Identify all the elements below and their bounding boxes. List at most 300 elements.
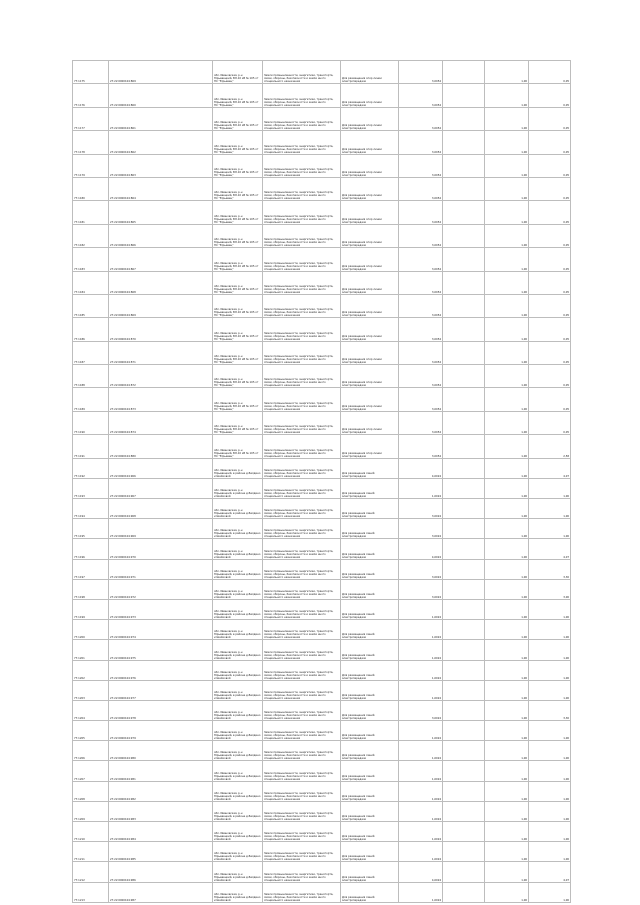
value-1-cell: 1,00 xyxy=(485,700,529,720)
area-cell: 3,0054 xyxy=(399,411,443,434)
cadastral-number-cell: 27:22:0000104:861 xyxy=(109,107,213,130)
land-category-cell: Земли промышленности, энергетики, транспорта, связи, обороны, безопасности и земли иного специального назначения xyxy=(263,559,341,579)
table-row xyxy=(73,882,571,902)
value-1-cell: 1,00 xyxy=(485,271,529,294)
permitted-use-cell: Для размещения опор линии электропередачи xyxy=(341,271,399,294)
area-cell: 1,0024 xyxy=(399,721,443,741)
land-category-cell: Земли промышленности, энергетики, транспорта, связи, обороны, безопасности и земли иного специального назначения xyxy=(263,640,341,660)
address-cell: обл. Ивановская, р-н Юрьевецкий, ВЛ-10 кВ № 105 от ПС "Юрьевец" xyxy=(213,201,263,224)
permitted-use-cell: Для размещения опор линии электропередачи xyxy=(341,365,399,388)
value-1-cell: 1,00 xyxy=(485,660,529,680)
address-cell: обл. Ивановская, р-н Юрьевецкий, в районе д.Балдино и Шейковой xyxy=(213,721,263,741)
permitted-use-cell: Для размещения опор линии электропередачи xyxy=(341,294,399,317)
address-cell: обл. Ивановская, р-н Юрьевецкий, ВЛ-10 кВ № 105 от ПС "Юрьевец" xyxy=(213,388,263,411)
empty-cell xyxy=(443,365,485,388)
empty-cell xyxy=(443,499,485,519)
value-2-cell: 0,05 xyxy=(529,365,571,388)
row-number-cell: 77:1193 xyxy=(73,478,109,498)
table-row xyxy=(73,559,571,579)
permitted-use-cell: Для размещения линий электропередачи xyxy=(341,700,399,720)
area-cell: 1,0024 xyxy=(399,822,443,842)
empty-cell xyxy=(443,741,485,761)
cadastral-number-cell: 27:22:0000104:976 xyxy=(109,660,213,680)
address-cell: обл. Ивановская, р-н Юрьевецкий, в районе д.Балдино и Шейковой xyxy=(213,842,263,862)
permitted-use-cell: Для размещения линий электропередачи xyxy=(341,761,399,781)
empty-cell xyxy=(443,620,485,640)
cadastral-number-cell: 27:22:0000104:862 xyxy=(109,131,213,154)
table-row xyxy=(73,224,571,247)
value-1-cell: 1,00 xyxy=(485,107,529,130)
cadastral-number-cell: 27:22:0000104:970 xyxy=(109,539,213,559)
table-row xyxy=(73,660,571,680)
land-category-cell: Земли промышленности, энергетики, транспорта, связи, обороны, безопасности и земли иного специального назначения xyxy=(263,862,341,882)
address-cell: обл. Ивановская, р-н Юрьевецкий, ВЛ-10 кВ № 105 от ПС "Юрьевец" xyxy=(213,318,263,341)
permitted-use-cell: Для размещения опор линии электропередачи xyxy=(341,224,399,247)
cadastral-number-cell: 27:22:0000104:872 xyxy=(109,365,213,388)
row-number-cell: 77:1200 xyxy=(73,620,109,640)
address-cell: обл. Ивановская, р-н Юрьевецкий, в районе д.Балдино и Шейковой xyxy=(213,478,263,498)
address-cell: обл. Ивановская, р-н Юрьевецкий, в районе д.Балдино и Шейковой xyxy=(213,620,263,640)
land-category-cell: Земли промышленности, энергетики, транспорта, связи, обороны, безопасности и земли иного специального назначения xyxy=(263,620,341,640)
value-1-cell: 1,00 xyxy=(485,862,529,882)
register-rows xyxy=(73,61,571,903)
row-number-cell: 77:1198 xyxy=(73,579,109,599)
value-1-cell: 1,00 xyxy=(485,499,529,519)
area-cell: 4,0024 xyxy=(399,862,443,882)
cadastral-number-cell: 27:22:0000104:880 xyxy=(109,435,213,458)
row-number-cell: 77:1184 xyxy=(73,271,109,294)
address-cell: обл. Ивановская, р-н Юрьевецкий, ВЛ-10 кВ № 105 от ПС "Юрьевец" xyxy=(213,365,263,388)
value-2-cell: 1,00 xyxy=(529,499,571,519)
table-row xyxy=(73,680,571,700)
row-number-cell: 77:1209 xyxy=(73,801,109,821)
value-2-cell: 4,07 xyxy=(529,458,571,478)
table-row xyxy=(73,822,571,842)
permitted-use-cell: Для размещения линий электропередачи xyxy=(341,579,399,599)
area-cell: 1,0024 xyxy=(399,741,443,761)
land-category-cell: Земли промышленности, энергетики, транспорта, связи, обороны, безопасности и земли иного специального назначения xyxy=(263,271,341,294)
row-number-cell: 77:1183 xyxy=(73,248,109,271)
land-category-cell: Земли промышленности, энергетики, транспорта, связи, обороны, безопасности и земли иного специального назначения xyxy=(263,882,341,902)
value-2-cell: 0,05 xyxy=(529,154,571,177)
value-1-cell: 1,00 xyxy=(485,61,529,84)
area-cell: 3,0054 xyxy=(399,177,443,200)
table-row xyxy=(73,842,571,862)
land-category-cell: Земли промышленности, энергетики, транспорта, связи, обороны, безопасности и земли иного специального назначения xyxy=(263,224,341,247)
address-cell: обл. Ивановская, р-н Юрьевецкий, ВЛ-10 кВ № 105 от ПС "Юрьевец" xyxy=(213,435,263,458)
permitted-use-cell: Для размещения опор линии электропередачи xyxy=(341,248,399,271)
permitted-use-cell: Для размещения линий электропередачи xyxy=(341,478,399,498)
address-cell: обл. Ивановская, р-н Юрьевецкий, в районе д.Балдино и Шейковой xyxy=(213,640,263,660)
table-row xyxy=(73,721,571,741)
cadastral-number-cell: 27:22:0000104:869 xyxy=(109,61,213,84)
address-cell: обл. Ивановская, р-н Юрьевецкий, в районе д.Балдино и Шейковой xyxy=(213,700,263,720)
empty-cell xyxy=(443,721,485,741)
row-number-cell: 77:1213 xyxy=(73,882,109,902)
row-number-cell: 77:1212 xyxy=(73,862,109,882)
row-number-cell: 77:1204 xyxy=(73,700,109,720)
value-1-cell: 1,00 xyxy=(485,365,529,388)
row-number-cell: 77:1187 xyxy=(73,341,109,364)
land-category-cell: Земли промышленности, энергетики, транспорта, связи, обороны, безопасности и земли иного специального назначения xyxy=(263,411,341,434)
empty-cell xyxy=(443,801,485,821)
value-2-cell: 4,07 xyxy=(529,539,571,559)
land-category-cell: Земли промышленности, энергетики, транспорта, связи, обороны, безопасности и земли иного специального назначения xyxy=(263,822,341,842)
empty-cell xyxy=(443,700,485,720)
land-category-cell: Земли промышленности, энергетики, транспорта, связи, обороны, безопасности и земли иного специального назначения xyxy=(263,131,341,154)
permitted-use-cell: Для размещения линий электропередачи xyxy=(341,559,399,579)
cadastral-number-cell: 27:22:0000104:975 xyxy=(109,640,213,660)
permitted-use-cell: Для размещения опор линии электропередачи xyxy=(341,341,399,364)
empty-cell xyxy=(443,224,485,247)
row-number-cell: 77:1208 xyxy=(73,781,109,801)
address-cell: обл. Ивановская, р-н Юрьевецкий, ВЛ-10 кВ № 105 от ПС "Юрьевец" xyxy=(213,271,263,294)
row-number-cell: 77:1205 xyxy=(73,721,109,741)
table-row xyxy=(73,248,571,271)
value-1-cell: 1,00 xyxy=(485,559,529,579)
area-cell: 4,0024 xyxy=(399,458,443,478)
cadastral-number-cell: 27:22:0000104:870 xyxy=(109,318,213,341)
table-row xyxy=(73,741,571,761)
table-row xyxy=(73,539,571,559)
value-2-cell: 1,00 xyxy=(529,660,571,680)
value-1-cell: 1,00 xyxy=(485,519,529,539)
value-2-cell: 0,05 xyxy=(529,177,571,200)
value-1-cell: 1,00 xyxy=(485,721,529,741)
address-cell: обл. Ивановская, р-н Юрьевецкий, в районе д.Балдино и Шейковой xyxy=(213,539,263,559)
land-category-cell: Земли промышленности, энергетики, транспорта, связи, обороны, безопасности и земли иного специального назначения xyxy=(263,741,341,761)
value-2-cell: 0,05 xyxy=(529,61,571,84)
empty-cell xyxy=(443,61,485,84)
value-1-cell: 1,00 xyxy=(485,248,529,271)
table-row xyxy=(73,388,571,411)
address-cell: обл. Ивановская, р-н Юрьевецкий, ВЛ-10 кВ № 105 от ПС "Юрьевец" xyxy=(213,224,263,247)
cadastral-number-cell: 27:22:0000104:973 xyxy=(109,599,213,619)
area-cell: 3,0054 xyxy=(399,107,443,130)
area-cell: 3,0054 xyxy=(399,271,443,294)
cadastral-number-cell: 27:22:0000104:986 xyxy=(109,862,213,882)
value-1-cell: 1,00 xyxy=(485,458,529,478)
value-2-cell: 1,00 xyxy=(529,741,571,761)
empty-cell xyxy=(443,271,485,294)
row-number-cell: 77:1210 xyxy=(73,822,109,842)
cadastral-number-cell: 27:22:0000104:966 xyxy=(109,458,213,478)
value-1-cell: 1,00 xyxy=(485,201,529,224)
empty-cell xyxy=(443,539,485,559)
land-category-cell: Земли промышленности, энергетики, транспорта, связи, обороны, безопасности и земли иного специального назначения xyxy=(263,478,341,498)
table-row xyxy=(73,318,571,341)
permitted-use-cell: Для размещения линий электропередачи xyxy=(341,599,399,619)
row-number-cell: 77:1190 xyxy=(73,411,109,434)
permitted-use-cell: Для размещения опор линии электропередачи xyxy=(341,84,399,107)
value-1-cell: 1,00 xyxy=(485,599,529,619)
empty-cell xyxy=(443,781,485,801)
cadastral-number-cell: 27:22:0000104:871 xyxy=(109,341,213,364)
empty-cell xyxy=(443,519,485,539)
table-row xyxy=(73,177,571,200)
cadastral-number-cell: 27:22:0000104:967 xyxy=(109,478,213,498)
area-cell: 1,0024 xyxy=(399,761,443,781)
cadastral-number-cell: 27:22:0000104:865 xyxy=(109,201,213,224)
cadastral-number-cell: 27:22:0000104:982 xyxy=(109,781,213,801)
empty-cell xyxy=(443,640,485,660)
value-1-cell: 1,00 xyxy=(485,224,529,247)
value-1-cell: 1,00 xyxy=(485,882,529,902)
row-number-cell: 77:1207 xyxy=(73,761,109,781)
area-cell: 4,0024 xyxy=(399,539,443,559)
area-cell: 3,0024 xyxy=(399,559,443,579)
area-cell: 1,0024 xyxy=(399,660,443,680)
empty-cell xyxy=(443,248,485,271)
table-row xyxy=(73,84,571,107)
empty-cell xyxy=(443,341,485,364)
empty-cell xyxy=(443,842,485,862)
address-cell: обл. Ивановская, р-н Юрьевецкий, в районе д.Балдино и Шейковой xyxy=(213,519,263,539)
area-cell: 3,0054 xyxy=(399,61,443,84)
table-row xyxy=(73,411,571,434)
row-number-cell: 77:1177 xyxy=(73,107,109,130)
area-cell: 3,0054 xyxy=(399,154,443,177)
cadastral-number-cell: 27:22:0000104:981 xyxy=(109,761,213,781)
permitted-use-cell: Для размещения линий электропередачи xyxy=(341,519,399,539)
row-number-cell: 77:1186 xyxy=(73,318,109,341)
row-number-cell: 77:1178 xyxy=(73,131,109,154)
value-2-cell: 1,00 xyxy=(529,822,571,842)
permitted-use-cell: Для размещения линий электропередачи xyxy=(341,499,399,519)
address-cell: обл. Ивановская, р-н Юрьевецкий, в районе д.Балдино и Шейковой xyxy=(213,862,263,882)
value-1-cell: 1,00 xyxy=(485,801,529,821)
value-2-cell: 1,00 xyxy=(529,599,571,619)
row-number-cell: 77:1182 xyxy=(73,224,109,247)
cadastral-number-cell: 27:22:0000104:863 xyxy=(109,154,213,177)
address-cell: обл. Ивановская, р-н Юрьевецкий, ВЛ-10 кВ № 105 от ПС "Юрьевец" xyxy=(213,107,263,130)
value-1-cell: 1,00 xyxy=(485,154,529,177)
value-1-cell: 1,00 xyxy=(485,84,529,107)
table-row xyxy=(73,61,571,84)
row-number-cell: 77:1211 xyxy=(73,842,109,862)
empty-cell xyxy=(443,131,485,154)
empty-cell xyxy=(443,761,485,781)
value-2-cell: 3,30 xyxy=(529,700,571,720)
value-1-cell: 1,00 xyxy=(485,411,529,434)
value-2-cell: 1,00 xyxy=(529,801,571,821)
address-cell: обл. Ивановская, р-н Юрьевецкий, ВЛ-10 кВ № 105 от ПС "Юрьевец" xyxy=(213,248,263,271)
area-cell: 1,0024 xyxy=(399,882,443,902)
value-1-cell: 1,00 xyxy=(485,579,529,599)
area-cell: 1,0024 xyxy=(399,478,443,498)
empty-cell xyxy=(443,822,485,842)
table-row xyxy=(73,478,571,498)
permitted-use-cell: Для размещения опор линии электропередачи xyxy=(341,61,399,84)
land-category-cell: Земли промышленности, энергетики, транспорта, связи, обороны, безопасности и земли иного специального назначения xyxy=(263,842,341,862)
cadastral-number-cell: 27:22:0000104:983 xyxy=(109,801,213,821)
land-category-cell: Земли промышленности, энергетики, транспорта, связи, обороны, безопасности и земли иного специального назначения xyxy=(263,365,341,388)
value-2-cell: 2,58 xyxy=(529,435,571,458)
table-row xyxy=(73,781,571,801)
table-row xyxy=(73,131,571,154)
area-cell: 1,0024 xyxy=(399,599,443,619)
area-cell: 3,0054 xyxy=(399,201,443,224)
land-category-cell: Земли промышленности, энергетики, транспорта, связи, обороны, безопасности и земли иного специального назначения xyxy=(263,458,341,478)
value-1-cell: 1,00 xyxy=(485,640,529,660)
cadastral-number-cell: 27:22:0000104:969 xyxy=(109,519,213,539)
table-row xyxy=(73,294,571,317)
table-row xyxy=(73,107,571,130)
area-cell: 1,0024 xyxy=(399,781,443,801)
land-category-cell: Земли промышленности, энергетики, транспорта, связи, обороны, безопасности и земли иного специального назначения xyxy=(263,801,341,821)
address-cell: обл. Ивановская, р-н Юрьевецкий, ВЛ-10 кВ № 105 от ПС "Юрьевец" xyxy=(213,341,263,364)
value-2-cell: 3,30 xyxy=(529,559,571,579)
permitted-use-cell: Для размещения линий электропередачи xyxy=(341,741,399,761)
area-cell: 3,0054 xyxy=(399,131,443,154)
area-cell: 1,0024 xyxy=(399,680,443,700)
address-cell: обл. Ивановская, р-н Юрьевецкий, в районе д.Балдино и Шейковой xyxy=(213,822,263,842)
area-cell: 1,0024 xyxy=(399,620,443,640)
permitted-use-cell: Для размещения линий электропередачи xyxy=(341,660,399,680)
value-1-cell: 1,00 xyxy=(485,761,529,781)
permitted-use-cell: Для размещения линий электропередачи xyxy=(341,882,399,902)
land-category-cell: Земли промышленности, энергетики, транспорта, связи, обороны, безопасности и земли иного специального назначения xyxy=(263,318,341,341)
empty-cell xyxy=(443,458,485,478)
permitted-use-cell: Для размещения опор линии электропередачи xyxy=(341,388,399,411)
value-2-cell: 0,05 xyxy=(529,411,571,434)
value-1-cell: 1,00 xyxy=(485,741,529,761)
value-1-cell: 1,00 xyxy=(485,131,529,154)
row-number-cell: 77:1189 xyxy=(73,388,109,411)
value-2-cell: 0,05 xyxy=(529,224,571,247)
empty-cell xyxy=(443,599,485,619)
land-category-cell: Земли промышленности, энергетики, транспорта, связи, обороны, безопасности и земли иного специального назначения xyxy=(263,781,341,801)
permitted-use-cell: Для размещения опор линии электропередачи xyxy=(341,177,399,200)
empty-cell xyxy=(443,478,485,498)
value-2-cell: 1,00 xyxy=(529,781,571,801)
value-2-cell: 0,05 xyxy=(529,341,571,364)
table-row xyxy=(73,435,571,458)
permitted-use-cell: Для размещения линий электропередачи xyxy=(341,680,399,700)
cadastral-number-cell: 27:22:0000104:867 xyxy=(109,248,213,271)
address-cell: обл. Ивановская, р-н Юрьевецкий, в районе д.Балдино и Шейковой xyxy=(213,599,263,619)
row-number-cell: 77:1194 xyxy=(73,499,109,519)
area-cell: 3,0054 xyxy=(399,248,443,271)
value-2-cell: 1,00 xyxy=(529,761,571,781)
land-category-cell: Земли промышленности, энергетики, транспорта, связи, обороны, безопасности и земли иного специального назначения xyxy=(263,599,341,619)
address-cell: обл. Ивановская, р-н Юрьевецкий, в районе д.Балдино и Шейковой xyxy=(213,680,263,700)
area-cell: 3,0054 xyxy=(399,318,443,341)
area-cell: 1,0024 xyxy=(399,842,443,862)
land-category-cell: Земли промышленности, энергетики, транспорта, связи, обороны, безопасности и земли иного специального назначения xyxy=(263,84,341,107)
table-row xyxy=(73,579,571,599)
empty-cell xyxy=(443,107,485,130)
cadastral-number-cell: 27:22:0000104:985 xyxy=(109,842,213,862)
table-row xyxy=(73,341,571,364)
land-category-cell: Земли промышленности, энергетики, транспорта, связи, обороны, безопасности и земли иного специального назначения xyxy=(263,519,341,539)
row-number-cell: 77:1202 xyxy=(73,660,109,680)
value-2-cell: 4,07 xyxy=(529,862,571,882)
row-number-cell: 77:1188 xyxy=(73,365,109,388)
row-number-cell: 77:1185 xyxy=(73,294,109,317)
area-cell: 3,0024 xyxy=(399,499,443,519)
address-cell: обл. Ивановская, р-н Юрьевецкий, в районе д.Балдино и Шейковой xyxy=(213,458,263,478)
permitted-use-cell: Для размещения опор линии электропередачи xyxy=(341,201,399,224)
value-1-cell: 1,00 xyxy=(485,478,529,498)
row-number-cell: 77:1179 xyxy=(73,154,109,177)
permitted-use-cell: Для размещения линий электропередачи xyxy=(341,458,399,478)
empty-cell xyxy=(443,201,485,224)
address-cell: обл. Ивановская, р-н Юрьевецкий, ВЛ-10 кВ № 105 от ПС "Юрьевец" xyxy=(213,294,263,317)
permitted-use-cell: Для размещения опор линии электропередачи xyxy=(341,154,399,177)
table-row xyxy=(73,201,571,224)
empty-cell xyxy=(443,388,485,411)
land-category-cell: Земли промышленности, энергетики, транспорта, связи, обороны, безопасности и земли иного специального назначения xyxy=(263,700,341,720)
empty-cell xyxy=(443,680,485,700)
value-1-cell: 1,00 xyxy=(485,341,529,364)
land-category-cell: Земли промышленности, энергетики, транспорта, связи, обороны, безопасности и земли иного специального назначения xyxy=(263,579,341,599)
row-number-cell: 77:1195 xyxy=(73,519,109,539)
value-2-cell: 1,00 xyxy=(529,721,571,741)
value-2-cell: 1,00 xyxy=(529,478,571,498)
permitted-use-cell: Для размещения линий электропередачи xyxy=(341,781,399,801)
value-1-cell: 1,00 xyxy=(485,435,529,458)
address-cell: обл. Ивановская, р-н Юрьевецкий, в районе д.Балдино и Шейковой xyxy=(213,761,263,781)
land-category-cell: Земли промышленности, энергетики, транспорта, связи, обороны, безопасности и земли иного специального назначения xyxy=(263,341,341,364)
cadastral-number-cell: 27:22:0000104:978 xyxy=(109,700,213,720)
area-cell: 1,0024 xyxy=(399,801,443,821)
cadastral-number-cell: 27:22:0000104:869 xyxy=(109,294,213,317)
address-cell: обл. Ивановская, р-н Юрьевецкий, в районе д.Балдино и Шейковой xyxy=(213,801,263,821)
permitted-use-cell: Для размещения линий электропередачи xyxy=(341,640,399,660)
value-2-cell: 3,00 xyxy=(529,579,571,599)
land-category-cell: Земли промышленности, энергетики, транспорта, связи, обороны, безопасности и земли иного специального назначения xyxy=(263,680,341,700)
area-cell: 3,0054 xyxy=(399,224,443,247)
cadastral-number-cell: 27:22:0000104:868 xyxy=(109,271,213,294)
permitted-use-cell: Для размещения линий электропередачи xyxy=(341,842,399,862)
value-1-cell: 1,00 xyxy=(485,842,529,862)
row-number-cell: 77:1180 xyxy=(73,177,109,200)
area-cell: 3,0054 xyxy=(399,341,443,364)
cadastral-number-cell: 27:22:0000104:974 xyxy=(109,620,213,640)
address-cell: обл. Ивановская, р-н Юрьевецкий, в районе д.Балдино и Шейковой xyxy=(213,499,263,519)
row-number-cell: 77:1175 xyxy=(73,61,109,84)
address-cell: обл. Ивановская, р-н Юрьевецкий, в районе д.Балдино и Шейковой xyxy=(213,579,263,599)
land-category-cell: Земли промышленности, энергетики, транспорта, связи, обороны, безопасности и земли иного специального назначения xyxy=(263,388,341,411)
permitted-use-cell: Для размещения линий электропередачи xyxy=(341,822,399,842)
permitted-use-cell: Для размещения опор линии электропередачи xyxy=(341,318,399,341)
cadastral-number-cell: 27:22:0000104:987 xyxy=(109,882,213,902)
land-category-cell: Земли промышленности, энергетики, транспорта, связи, обороны, безопасности и земли иного специального назначения xyxy=(263,294,341,317)
area-cell: 3,0054 xyxy=(399,365,443,388)
cadastral-number-cell: 27:22:0000104:977 xyxy=(109,680,213,700)
area-cell: 3,0024 xyxy=(399,579,443,599)
value-1-cell: 1,00 xyxy=(485,294,529,317)
cadastral-number-cell: 27:22:0000104:866 xyxy=(109,224,213,247)
empty-cell xyxy=(443,294,485,317)
land-category-cell: Земли промышленности, энергетики, транспорта, связи, обороны, безопасности и земли иного специального назначения xyxy=(263,761,341,781)
land-category-cell: Земли промышленности, энергетики, транспорта, связи, обороны, безопасности и земли иного специального назначения xyxy=(263,248,341,271)
address-cell: обл. Ивановская, р-н Юрьевецкий, ВЛ-10 кВ № 105 от ПС "Юрьевец" xyxy=(213,411,263,434)
value-2-cell: 1,00 xyxy=(529,640,571,660)
empty-cell xyxy=(443,318,485,341)
area-cell: 3,0054 xyxy=(399,294,443,317)
address-cell: обл. Ивановская, р-н Юрьевецкий, в районе д.Балдино и Шейковой xyxy=(213,741,263,761)
cadastral-number-cell: 27:22:0000104:873 xyxy=(109,388,213,411)
permitted-use-cell: Для размещения линий электропередачи xyxy=(341,620,399,640)
permitted-use-cell: Для размещения опор линии электропередачи xyxy=(341,435,399,458)
permitted-use-cell: Для размещения линий электропередачи xyxy=(341,801,399,821)
empty-cell xyxy=(443,882,485,902)
table-row xyxy=(73,801,571,821)
land-category-cell: Земли промышленности, энергетики, транспорта, связи, обороны, безопасности и земли иного специального назначения xyxy=(263,177,341,200)
table-row xyxy=(73,271,571,294)
